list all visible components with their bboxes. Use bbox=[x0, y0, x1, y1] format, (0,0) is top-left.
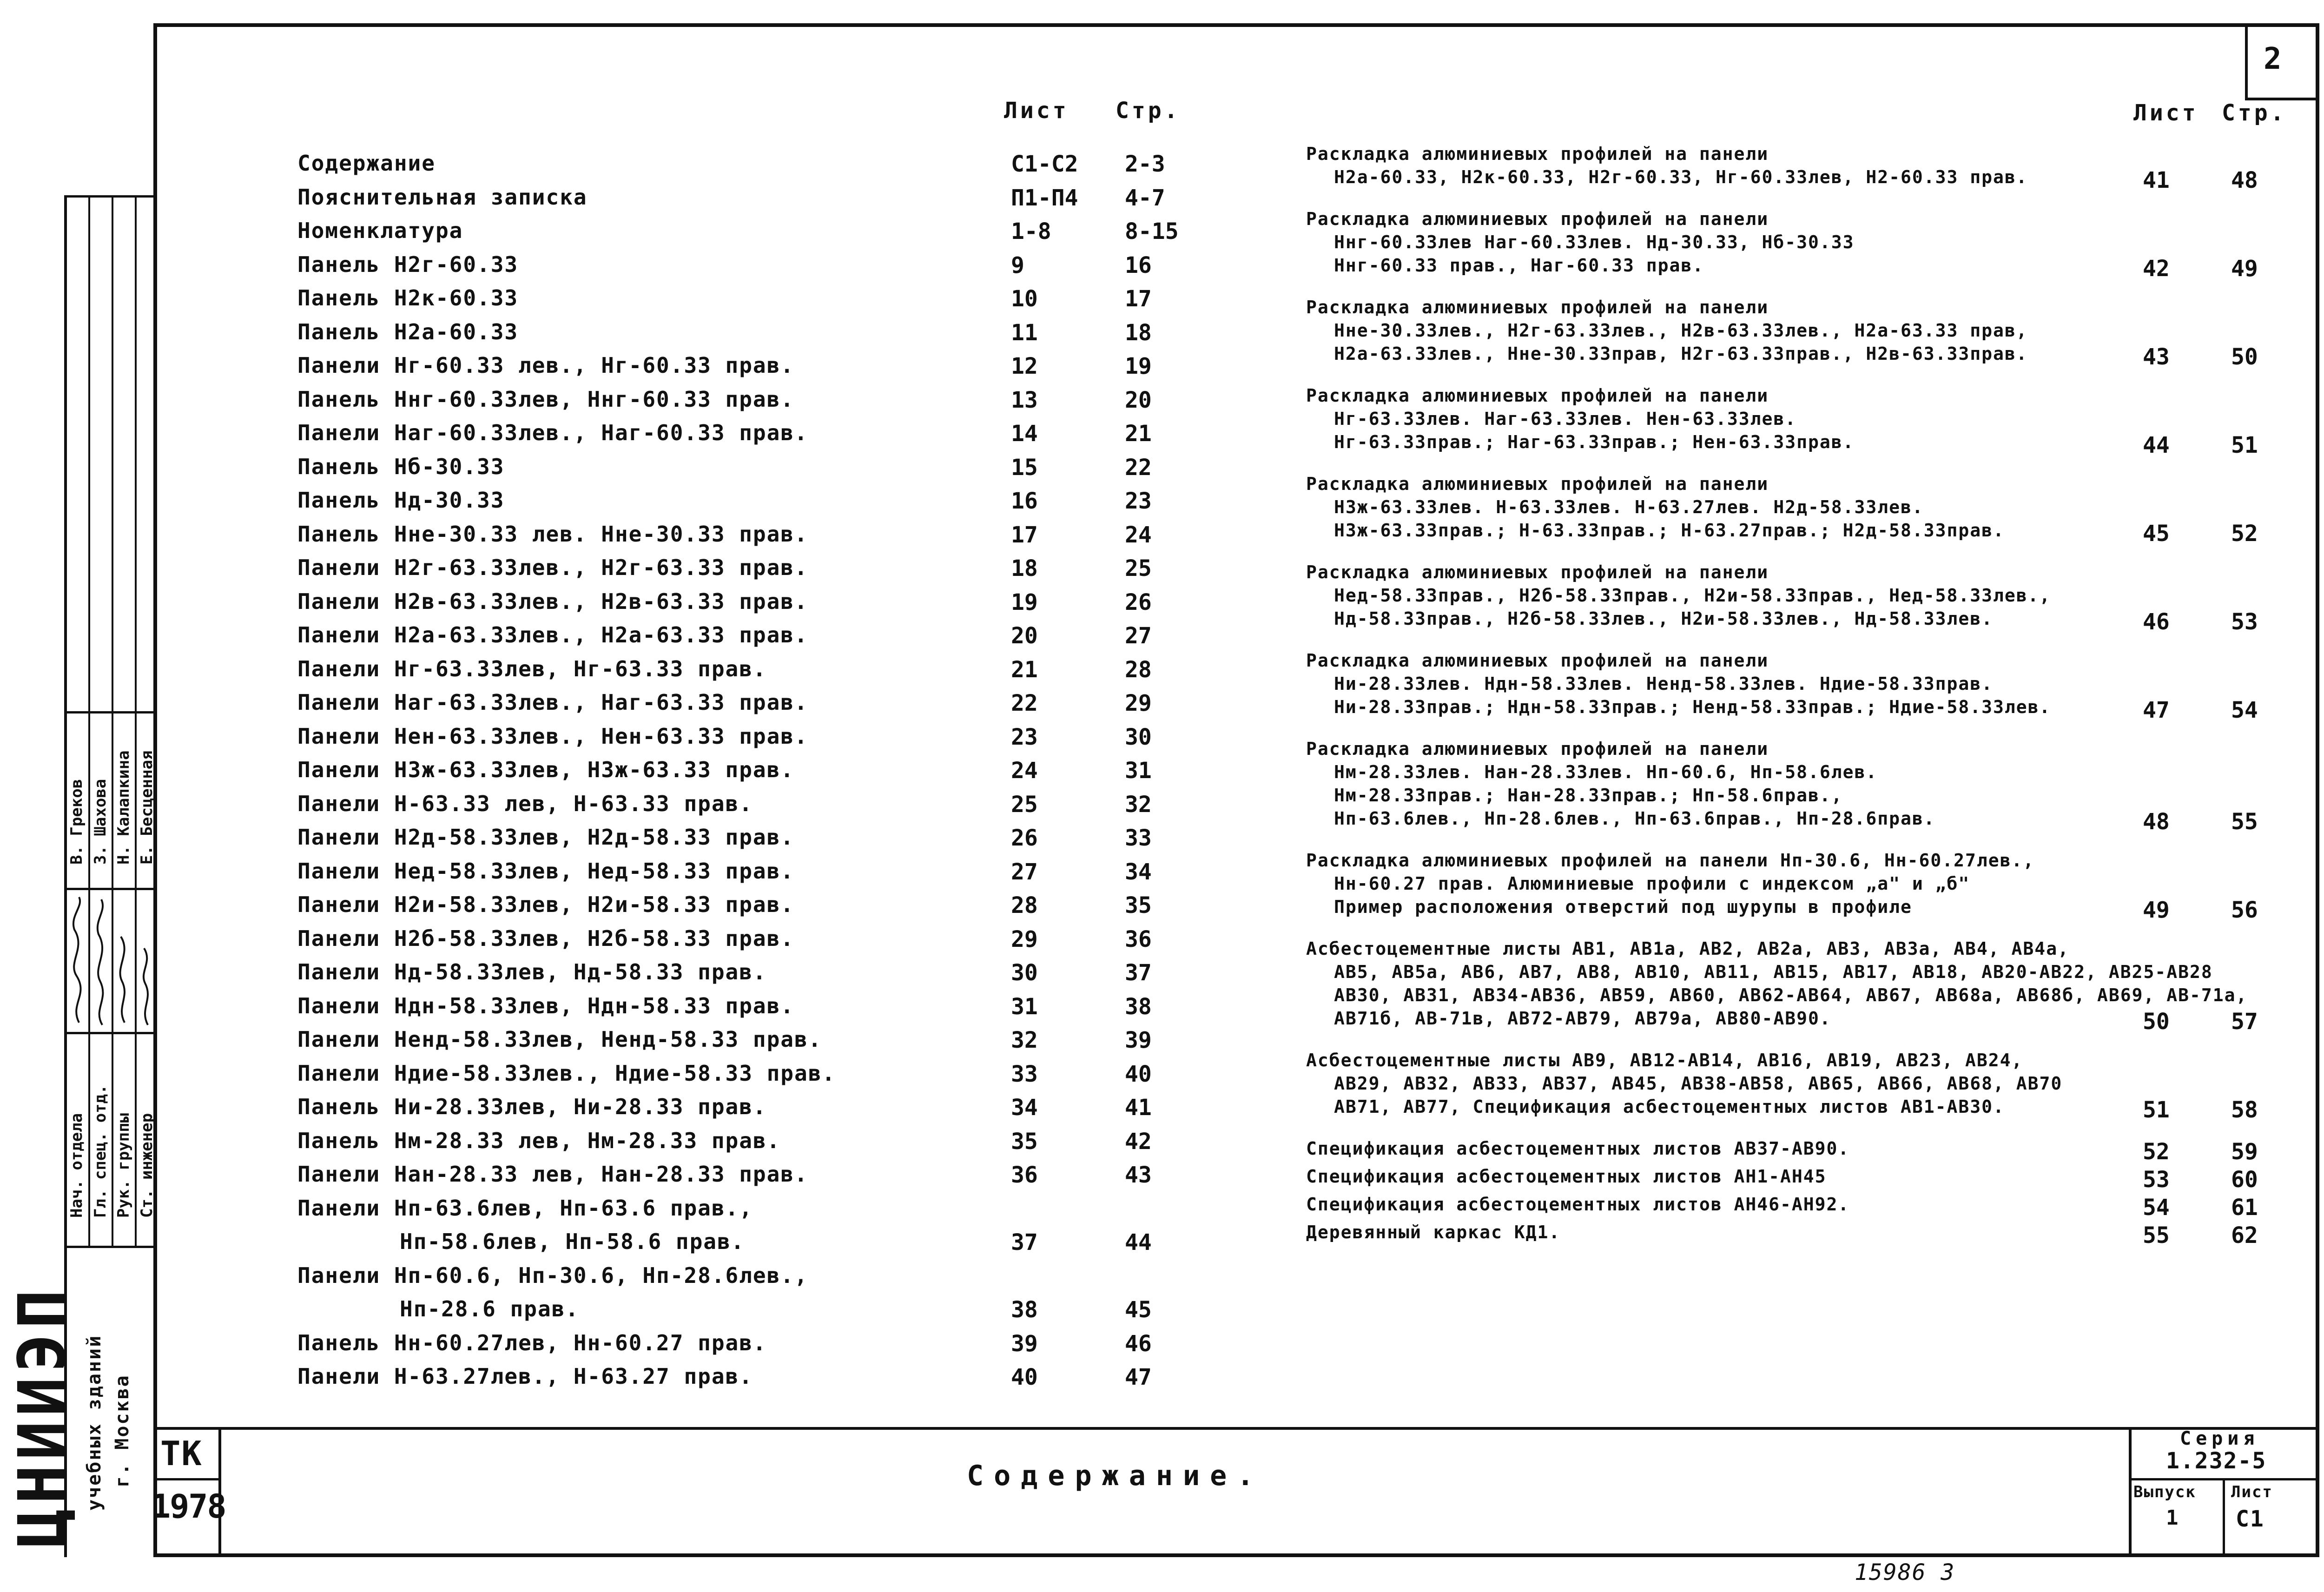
left-entry-page: 22 bbox=[1125, 455, 1152, 481]
left-entry-page: 27 bbox=[1125, 623, 1152, 649]
left-entry-title: Панели Нп-60.6, Нп-30.6, Нп-28.6лев., bbox=[297, 1263, 808, 1288]
left-entry-title: Нп-28.6 прав. bbox=[400, 1296, 580, 1321]
right-entry-sheet: 41 bbox=[2143, 167, 2170, 193]
left-entry-sheet: 40 bbox=[1011, 1364, 1038, 1390]
right-entry-line: Пример расположения отверстий под шурупы в профиле bbox=[1334, 897, 1912, 917]
frame-bottom bbox=[153, 1553, 2319, 1557]
left-entry-sheet: 28 bbox=[1011, 892, 1038, 918]
left-entry-page: 35 bbox=[1125, 892, 1152, 918]
right-entry-sheet: 44 bbox=[2143, 432, 2170, 458]
left-entry-page: 25 bbox=[1125, 555, 1152, 581]
left-entry-title: Панели Н-63.33 лев, Н-63.33 прав. bbox=[297, 791, 753, 816]
left-entry-sheet: 29 bbox=[1011, 926, 1038, 952]
right-entry-sheet: 49 bbox=[2143, 897, 2170, 923]
right-entry-heading: Раскладка алюминиевых профилей на панели bbox=[1306, 562, 1769, 582]
left-entry-sheet: 13 bbox=[1011, 387, 1038, 413]
right-entry-line: Нм-28.33лев. Нан-28.33лев. Нп-60.6, Нп-58.6лев. bbox=[1334, 762, 1878, 782]
stamp-role-3: Рук. группы bbox=[114, 1113, 133, 1218]
left-entry-title: Панели Н-63.27лев., Н-63.27 прав. bbox=[297, 1364, 753, 1389]
left-entry-page: 41 bbox=[1125, 1095, 1152, 1121]
left-entry-page: 16 bbox=[1125, 252, 1152, 278]
stamp-name-4: Е. Бесценная bbox=[138, 750, 156, 865]
stamp-name-1: В. Греков bbox=[67, 779, 86, 865]
left-entry-page: 30 bbox=[1125, 724, 1152, 750]
right-entry-page: 57 bbox=[2231, 1009, 2258, 1035]
left-entry-sheet: 26 bbox=[1011, 825, 1038, 851]
right-entry-heading: Спецификация асбестоцементных листов АВ37-АВ90. bbox=[1306, 1138, 1850, 1159]
left-entry-title: Панели Нан-28.33 лев, Нан-28.33 прав. bbox=[297, 1162, 808, 1187]
left-entry-page: 38 bbox=[1125, 994, 1152, 1020]
left-entry-page: 40 bbox=[1125, 1061, 1152, 1087]
left-entry-page: 46 bbox=[1125, 1331, 1152, 1357]
org-sub-2: г. Москва bbox=[112, 1374, 133, 1487]
left-entry-sheet: 15 bbox=[1011, 455, 1038, 481]
left-entry-page: 28 bbox=[1125, 657, 1152, 683]
left-entry-sheet: 20 bbox=[1011, 623, 1038, 649]
stamp-line-2 bbox=[88, 195, 90, 1246]
right-entry-page: 61 bbox=[2231, 1195, 2258, 1221]
left-entry-sheet: 24 bbox=[1011, 758, 1038, 784]
left-entry-title: Панель Нд-30.33 bbox=[297, 488, 505, 513]
left-entry-title: Панель Н2а-60.33 bbox=[297, 319, 519, 344]
right-entry-page: 56 bbox=[2231, 897, 2258, 923]
left-entry-sheet: 37 bbox=[1011, 1229, 1038, 1255]
right-entry-heading: Раскладка алюминиевых профилей на панели bbox=[1306, 650, 1769, 671]
left-entry-sheet: 11 bbox=[1011, 320, 1038, 346]
right-entry-heading: Спецификация асбестоцементных листов АН46-АН92. bbox=[1306, 1194, 1850, 1215]
stamp-role-1: Нач. отдела bbox=[67, 1113, 86, 1218]
issue-value: 1 bbox=[2166, 1506, 2179, 1530]
right-entry-sheet: 54 bbox=[2143, 1195, 2170, 1221]
right-entry-line: АВ30, АВ31, АВ34-АВ36, АВ59, АВ60, АВ62-АВ64, АВ67, АВ68а, АВ68б, АВ69, АВ-71а, bbox=[1334, 985, 2248, 1005]
issue-sheet-sep bbox=[2223, 1478, 2225, 1557]
stamp-sep-4 bbox=[64, 1246, 157, 1248]
left-entry-sheet: 19 bbox=[1011, 589, 1038, 615]
right-entry-sheet: 50 bbox=[2143, 1009, 2170, 1035]
left-entry-title: Панель Нм-28.33 лев, Нм-28.33 прав. bbox=[297, 1128, 781, 1153]
right-entry-line: АВ5, АВ5а, АВ6, АВ7, АВ8, АВ10, АВ11, АВ15, АВ17, АВ18, АВ20-АВ22, АВ25-АВ28 bbox=[1334, 962, 2213, 982]
right-entry-page: 59 bbox=[2231, 1139, 2258, 1165]
right-entry-line: Нн-60.27 прав. Алюминиевые профили с индексом „а" и „б" bbox=[1334, 873, 1970, 894]
right-entry-line: Нм-28.33прав.; Нан-28.33прав.; Нп-58.6прав., bbox=[1334, 785, 1843, 806]
left-entry-sheet: 17 bbox=[1011, 522, 1038, 548]
right-entry-heading: Раскладка алюминиевых профилей на панели bbox=[1306, 297, 1769, 317]
left-entry-page: 44 bbox=[1125, 1229, 1152, 1255]
left-entry-title: Панель Н2г-60.33 bbox=[297, 252, 519, 277]
right-entry-page: 52 bbox=[2231, 521, 2258, 547]
right-entry-line: Нг-63.33прав.; Наг-63.33прав.; Нен-63.33прав. bbox=[1334, 432, 1855, 452]
left-entry-title: Содержание bbox=[297, 151, 436, 176]
stamp-name-2: З. Шахова bbox=[91, 779, 110, 865]
right-entry-line: АВ71, АВ77, Спецификация асбестоцементных листов АВ1-АВ30. bbox=[1334, 1097, 2005, 1117]
right-entry-line: Нг-63.33лев. Наг-63.33лев. Нен-63.33лев. bbox=[1334, 409, 1797, 429]
right-entry-page: 49 bbox=[2231, 256, 2258, 282]
right-entry-line: Нп-63.6лев., Нп-28.6лев., Нп-63.6прав., Нп-28.6прав. bbox=[1334, 808, 1935, 829]
right-entry-sheet: 48 bbox=[2143, 809, 2170, 835]
left-entry-sheet: 38 bbox=[1011, 1297, 1038, 1323]
left-entry-sheet: 36 bbox=[1011, 1162, 1038, 1188]
right-entry-page: 60 bbox=[2231, 1167, 2258, 1193]
left-entry-title: Панели Н2в-63.33лев., Н2в-63.33 прав. bbox=[297, 589, 808, 614]
stamp-line-4 bbox=[135, 195, 137, 1246]
left-entry-title: Панели Нг-63.33лев, Нг-63.33 прав. bbox=[297, 656, 767, 681]
left-entry-title: Панели Нг-60.33 лев., Нг-60.33 прав. bbox=[297, 353, 794, 378]
left-entry-sheet: 30 bbox=[1011, 960, 1038, 986]
stamp-top bbox=[64, 195, 157, 198]
left-entry-title: Панели Н3ж-63.33лев, Н3ж-63.33 прав. bbox=[297, 757, 794, 782]
right-header-sheet: Лист bbox=[2133, 100, 2199, 126]
left-entry-page: 31 bbox=[1125, 758, 1152, 784]
right-entry-sheet: 51 bbox=[2143, 1097, 2170, 1123]
sheet-label: Лист bbox=[2231, 1483, 2273, 1501]
left-entry-page: 45 bbox=[1125, 1297, 1152, 1323]
left-entry-page: 37 bbox=[1125, 960, 1152, 986]
left-entry-sheet: 39 bbox=[1011, 1331, 1038, 1357]
right-entry-heading: Раскладка алюминиевых профилей на панели bbox=[1306, 144, 1769, 164]
left-header-page: Стр. bbox=[1116, 98, 1181, 124]
left-entry-sheet: 33 bbox=[1011, 1061, 1038, 1087]
left-entry-title: Панели Нед-58.33лев, Нед-58.33 прав. bbox=[297, 859, 794, 884]
left-entry-title: Панели Ндн-58.33лев, Ндн-58.33 прав. bbox=[297, 993, 794, 1018]
left-entry-title: Нп-58.6лев, Нп-58.6 прав. bbox=[400, 1229, 745, 1254]
left-entry-title: Панели Ненд-58.33лев, Ненд-58.33 прав. bbox=[297, 1027, 822, 1052]
left-header-sheet: Лист bbox=[1004, 98, 1069, 124]
left-entry-sheet: 23 bbox=[1011, 724, 1038, 750]
left-entry-title: Панели Нп-63.6лев, Нп-63.6 прав., bbox=[297, 1196, 753, 1221]
stamp-role-2: Гл. спец. отд. bbox=[91, 1084, 110, 1218]
sheet-number: 2 bbox=[2264, 42, 2283, 76]
right-entry-line: Н3ж-63.33прав.; Н-63.33прав.; Н-63.27прав.; Н2д-58.33прав. bbox=[1334, 520, 2005, 541]
issue-label: Выпуск bbox=[2133, 1483, 2196, 1501]
right-entry-page: 58 bbox=[2231, 1097, 2258, 1123]
left-entry-title: Панель Ни-28.33лев, Ни-28.33 прав. bbox=[297, 1094, 767, 1119]
left-entry-sheet: 21 bbox=[1011, 657, 1038, 683]
left-entry-title: Панели Н2г-63.33лев., Н2г-63.33 прав. bbox=[297, 555, 808, 580]
right-entry-page: 54 bbox=[2231, 697, 2258, 723]
left-entry-page: 34 bbox=[1125, 859, 1152, 885]
right-entry-sheet: 45 bbox=[2143, 521, 2170, 547]
left-entry-title: Панель Ннг-60.33лев, Ннг-60.33 прав. bbox=[297, 387, 794, 412]
left-entry-page: 26 bbox=[1125, 589, 1152, 615]
left-entry-sheet: С1-С2 bbox=[1011, 151, 1078, 177]
right-entry-sheet: 47 bbox=[2143, 697, 2170, 723]
series-box-left bbox=[2129, 1427, 2132, 1557]
left-entry-title: Панели Н2а-63.33лев., Н2а-63.33 прав. bbox=[297, 622, 808, 647]
right-entry-line: Ни-28.33прав.; Ндн-58.33прав.; Ненд-58.33прав.; Ндие-58.33лев. bbox=[1334, 697, 2051, 717]
left-entry-sheet: 1-8 bbox=[1011, 218, 1051, 244]
left-entry-sheet: 18 bbox=[1011, 555, 1038, 581]
left-entry-page: 47 bbox=[1125, 1364, 1152, 1390]
right-entry-page: 50 bbox=[2231, 344, 2258, 370]
stamp-sep-3 bbox=[64, 1032, 157, 1034]
right-entry-line: АВ29, АВ32, АВ33, АВ37, АВ45, АВ38-АВ58, АВ65, АВ66, АВ68, АВ70 bbox=[1334, 1073, 2063, 1094]
left-entry-page: 32 bbox=[1125, 792, 1152, 818]
left-entry-page: 17 bbox=[1125, 286, 1152, 312]
doc-code: ТК bbox=[160, 1434, 203, 1473]
right-entry-heading: Асбестоцементные листы АВ9, АВ12-АВ14, АВ16, АВ19, АВ23, АВ24, bbox=[1306, 1050, 2023, 1070]
frame-top bbox=[153, 23, 2319, 27]
left-entry-sheet: 16 bbox=[1011, 488, 1038, 514]
left-entry-page: 19 bbox=[1125, 353, 1152, 379]
left-entry-title: Панели Наг-63.33лев., Наг-63.33 прав. bbox=[297, 690, 808, 715]
left-entry-sheet: 25 bbox=[1011, 792, 1038, 818]
right-entry-page: 55 bbox=[2231, 809, 2258, 835]
left-entry-title: Панель Нн-60.27лев, Нн-60.27 прав. bbox=[297, 1330, 767, 1355]
left-entry-sheet: 12 bbox=[1011, 353, 1038, 379]
left-entry-title: Панели Нен-63.33лев., Нен-63.33 прав. bbox=[297, 724, 808, 749]
right-entry-heading: Раскладка алюминиевых профилей на панели Нп-30.6, Нн-60.27лев., bbox=[1306, 850, 2035, 871]
right-entry-line: Н2а-60.33, Н2к-60.33, Н2г-60.33, Нг-60.33лев, Н2-60.33 прав. bbox=[1334, 167, 2028, 187]
doc-title: Содержание. bbox=[967, 1460, 1264, 1492]
left-entry-sheet: 10 bbox=[1011, 286, 1038, 312]
left-entry-sheet: 31 bbox=[1011, 994, 1038, 1020]
left-entry-sheet: П1-П4 bbox=[1011, 185, 1078, 211]
right-entry-sheet: 55 bbox=[2143, 1222, 2170, 1248]
left-entry-title: Панели Наг-60.33лев., Наг-60.33 прав. bbox=[297, 420, 808, 445]
title-block-code-hsep bbox=[153, 1478, 221, 1480]
left-entry-sheet: 9 bbox=[1011, 252, 1024, 278]
right-entry-line: Н3ж-63.33лев. Н-63.33лев. Н-63.27лев. Н2д-58.33лев. bbox=[1334, 497, 1924, 517]
left-entry-page: 39 bbox=[1125, 1027, 1152, 1053]
doc-year: 1978 bbox=[151, 1487, 226, 1526]
right-entry-line: Ннг-60.33лев Наг-60.33лев. Нд-30.33, Нб-30.33 bbox=[1334, 232, 1855, 252]
right-entry-sheet: 52 bbox=[2143, 1139, 2170, 1165]
right-entry-line: Нд-58.33прав., Н2б-58.33лев., Н2и-58.33лев., Нд-58.33лев. bbox=[1334, 608, 1994, 629]
left-entry-page: 23 bbox=[1125, 488, 1152, 514]
right-entry-heading: Раскладка алюминиевых профилей на панели bbox=[1306, 385, 1769, 406]
stamp-sep-1 bbox=[64, 711, 157, 713]
left-entry-sheet: 32 bbox=[1011, 1027, 1038, 1053]
left-entry-sheet: 35 bbox=[1011, 1129, 1038, 1155]
right-entry-line: Нед-58.33прав., Н2б-58.33прав., Н2и-58.33прав., Нед-58.33лев., bbox=[1334, 585, 2051, 606]
left-entry-title: Панели Ндие-58.33лев., Ндие-58.33 прав. bbox=[297, 1061, 836, 1086]
left-entry-title: Панели Нд-58.33лев, Нд-58.33 прав. bbox=[297, 959, 767, 984]
left-entry-title: Панель Нне-30.33 лев. Нне-30.33 прав. bbox=[297, 522, 808, 547]
left-entry-title: Панели Н2д-58.33лев, Н2д-58.33 прав. bbox=[297, 825, 794, 850]
org-name: ЦНИИЭП bbox=[5, 1285, 80, 1548]
left-entry-page: 18 bbox=[1125, 320, 1152, 346]
left-entry-page: 20 bbox=[1125, 387, 1152, 413]
right-entry-heading: Раскладка алюминиевых профилей на панели bbox=[1306, 474, 1769, 494]
right-entry-line: Н2а-63.33лев., Нне-30.33прав, Н2г-63.33прав., Н2в-63.33прав. bbox=[1334, 344, 2028, 364]
right-entry-page: 51 bbox=[2231, 432, 2258, 458]
stamp-line-3 bbox=[112, 195, 113, 1246]
right-entry-line: АВ71б, АВ-71в, АВ72-АВ79, АВ79а, АВ80-АВ90. bbox=[1334, 1008, 1831, 1029]
left-entry-page: 24 bbox=[1125, 522, 1152, 548]
right-entry-heading: Спецификация асбестоцементных листов АН1-АН45 bbox=[1306, 1166, 1827, 1187]
left-entry-sheet: 34 bbox=[1011, 1095, 1038, 1121]
left-entry-title: Панель Н2к-60.33 bbox=[297, 285, 519, 310]
right-entry-sheet: 46 bbox=[2143, 609, 2170, 635]
right-entry-line: Ннг-60.33 прав., Наг-60.33 прав. bbox=[1334, 255, 1704, 276]
title-block-top bbox=[153, 1427, 2319, 1430]
right-header-page: Стр. bbox=[2222, 100, 2287, 126]
left-entry-page: 21 bbox=[1125, 421, 1152, 447]
archive-number: 15986 3 bbox=[1855, 1559, 1955, 1585]
left-entry-title: Номенклатура bbox=[297, 218, 463, 243]
frame-right bbox=[2316, 23, 2319, 1557]
right-entry-sheet: 42 bbox=[2143, 256, 2170, 282]
right-entry-sheet: 53 bbox=[2143, 1167, 2170, 1193]
left-entry-title: Панели Н2б-58.33лев, Н2б-58.33 прав. bbox=[297, 926, 794, 951]
org-sub-1: учебных зданий bbox=[84, 1334, 105, 1511]
stamp-name-3: Н. Калапкина bbox=[114, 750, 133, 865]
left-entry-title: Панели Н2и-58.33лев, Н2и-58.33 прав. bbox=[297, 892, 794, 917]
left-entry-sheet: 27 bbox=[1011, 859, 1038, 885]
right-entry-page: 62 bbox=[2231, 1222, 2258, 1248]
left-entry-page: 42 bbox=[1125, 1129, 1152, 1155]
left-entry-title: Пояснительная записка bbox=[297, 185, 588, 210]
left-entry-page: 2-3 bbox=[1125, 151, 1165, 177]
right-entry-line: Нне-30.33лев., Н2г-63.33лев., Н2в-63.33лев., Н2а-63.33 прав, bbox=[1334, 320, 2028, 341]
stamp-sep-2 bbox=[64, 888, 157, 890]
right-entry-heading: Деревянный каркас КД1. bbox=[1306, 1222, 1561, 1242]
right-entry-line: Ни-28.33лев. Ндн-58.33лев. Ненд-58.33лев. Ндие-58.33прав. bbox=[1334, 674, 1994, 694]
right-entry-heading: Раскладка алюминиевых профилей на панели bbox=[1306, 209, 1769, 229]
right-entry-heading: Раскладка алюминиевых профилей на панели bbox=[1306, 739, 1769, 759]
series-label: Серия bbox=[2180, 1428, 2259, 1449]
left-entry-page: 8-15 bbox=[1125, 218, 1179, 244]
left-entry-sheet: 22 bbox=[1011, 690, 1038, 716]
stamp-role-4: Ст. инженер bbox=[138, 1113, 156, 1218]
series-value: 1.232-5 bbox=[2166, 1448, 2267, 1474]
right-entry-sheet: 43 bbox=[2143, 344, 2170, 370]
left-entry-page: 43 bbox=[1125, 1162, 1152, 1188]
right-entry-page: 48 bbox=[2231, 167, 2258, 193]
sheet-value: С1 bbox=[2236, 1506, 2265, 1532]
signature-scribbles-icon bbox=[65, 892, 158, 1032]
left-entry-page: 4-7 bbox=[1125, 185, 1165, 211]
left-entry-page: 33 bbox=[1125, 825, 1152, 851]
left-entry-page: 36 bbox=[1125, 926, 1152, 952]
left-entry-page: 29 bbox=[1125, 690, 1152, 716]
left-entry-title: Панель Нб-30.33 bbox=[297, 454, 505, 479]
right-entry-page: 53 bbox=[2231, 609, 2258, 635]
left-entry-sheet: 14 bbox=[1011, 421, 1038, 447]
right-entry-heading: Асбестоцементные листы АВ1, АВ1а, АВ2, АВ2а, АВ3, АВ3а, АВ4, АВ4а, bbox=[1306, 938, 2069, 959]
